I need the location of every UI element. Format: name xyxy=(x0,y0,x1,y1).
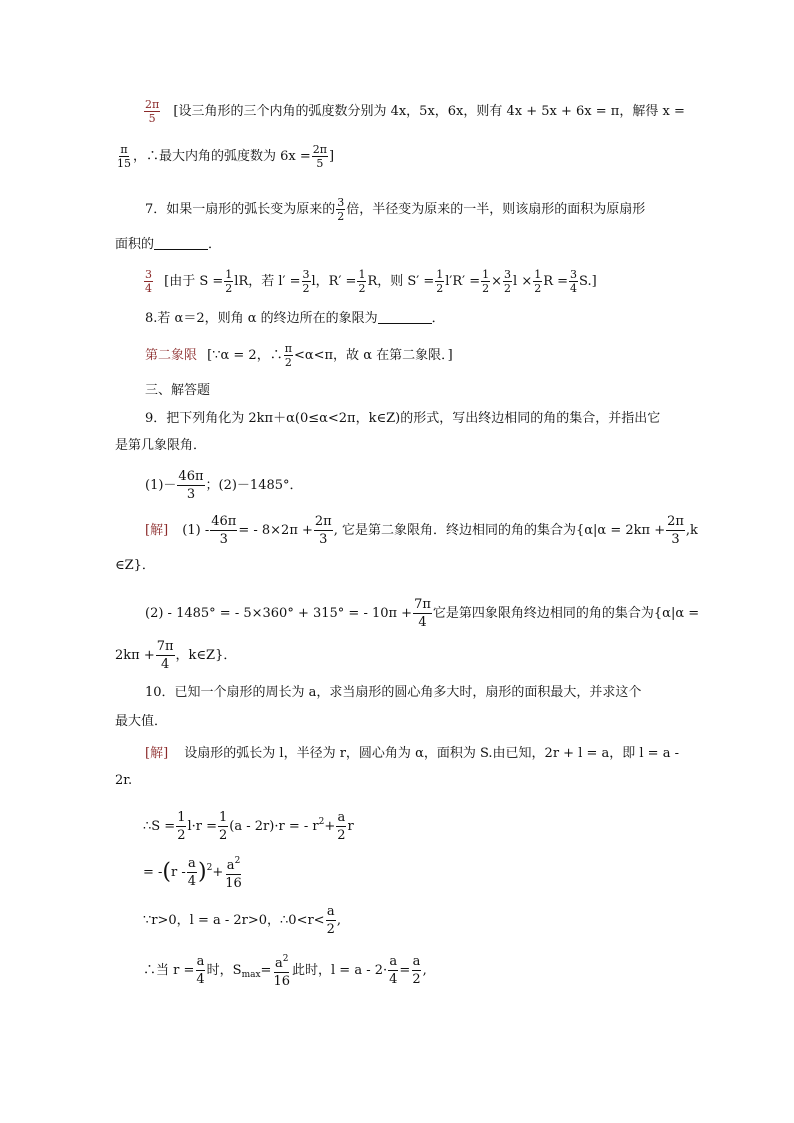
q10-s5e: = xyxy=(399,963,411,978)
q9-s1-fraction3: $\frac{2\pi}{3}$ xyxy=(667,514,684,547)
q7-three-quarters: $\frac{3}{4}$ xyxy=(570,268,578,295)
q6-max-angle-text: ，∴最大内角的弧度数为 6x = xyxy=(133,149,311,164)
q7-sol-5: l′R′ = xyxy=(445,274,481,289)
q7-text-a: 7．如果一扇形的弧长变为原来的 xyxy=(145,202,336,217)
q10-solution-line1 xyxy=(145,744,679,764)
q10-s3a: = - xyxy=(143,865,163,880)
q10-solution-area-line: ∴S = $\frac{1}{2}$ l·r = $\frac{1}{2}$ (a - 2r)·r = - $r^2+$ $\frac{a}{2}$ r xyxy=(143,810,354,843)
q8-question xyxy=(145,309,445,329)
q10-a-over-4: $\frac{a}{4}$ xyxy=(187,856,197,889)
q10-s3c: + xyxy=(212,865,224,880)
q9-s1-fraction2: $\frac{2\pi}{3}$ xyxy=(314,514,332,547)
q9-solution-label: [解] xyxy=(145,523,169,538)
q10-a-over-2: $\frac{a}{2}$ xyxy=(337,810,346,843)
q8-solution xyxy=(145,342,453,369)
q10-question-line1: 10．已知一个扇形的周长为 a，求当扇形的圆心角多大时，扇形的面积最大，并求这个 xyxy=(145,685,642,700)
q9-solution-line1 xyxy=(145,513,698,548)
q7-sol-2: lR，若 l′ = xyxy=(234,274,301,289)
q9-solution-line2 xyxy=(145,596,699,631)
q10-half-1: $\frac{1}{2}$ xyxy=(177,810,186,843)
q7-sol-3: l，R′ = xyxy=(311,274,357,289)
q10-r-value: $\frac{a}{4}$ xyxy=(196,954,205,987)
q10-a2-over-16: $\frac{a^2}{16}$ xyxy=(224,853,243,892)
q10-s5f: , xyxy=(422,963,427,978)
q9-part2-text: ；(2)－1485°． xyxy=(205,478,303,493)
q8-sol-1: [∵α = 2，∴ xyxy=(207,348,283,363)
q7-text-d: ． xyxy=(208,237,222,252)
q10-square-2: 2 xyxy=(206,863,213,873)
q7-sol-4: R，则 S′ = xyxy=(367,274,435,289)
q10-half-2: $\frac{1}{2}$ xyxy=(219,810,228,843)
q7-half-3: $\frac{1}{2}$ xyxy=(436,268,444,295)
q6-pi-over-15: $\frac{\pi}{15}$ xyxy=(117,143,131,170)
q9-s1d: ,k xyxy=(685,523,698,538)
q7-three-halves-2: $\frac{3}{2}$ xyxy=(302,268,310,295)
q9-s1b: = - 8×2π + xyxy=(238,523,313,538)
q9-question-line2: 是第几象限角． xyxy=(115,438,207,453)
q10-max-line xyxy=(143,951,427,990)
q9-s2-fraction2: $\frac{7\pi}{4}$ xyxy=(156,639,174,672)
q7-question-line1 xyxy=(145,196,645,223)
q9-s2b: 它是第四象限角终边相同的角的集合为{α|α = xyxy=(432,606,700,621)
q9-s2a: (2) - 1485° = - 5×360° + 315° = - 10π + xyxy=(145,606,413,621)
q10-s5c: = xyxy=(260,963,272,978)
section-heading: 三、解答题 xyxy=(145,383,211,398)
q7-text-b: 倍，半径变为原来的一半，则该扇形的面积为原扇形 xyxy=(346,202,646,217)
q6-solution-text: [设三角形的三个内角的弧度数分别为 4x，5x，6x，则有 4x + 5x + 6x = π，解得 x = xyxy=(173,104,685,119)
q10-a-over-4-b: $\frac{a}{4}$ xyxy=(389,954,398,987)
q6-end-bracket: ] xyxy=(329,149,335,164)
q10-smax-value: $\frac{a^2}{16}$ xyxy=(272,951,291,990)
q7-sol-1: [由于 S = xyxy=(164,274,224,289)
q9-s1e: ∈Z}． xyxy=(115,558,155,573)
q10-s4a: ∵r>0，l = a - 2r>0，∴0<r< xyxy=(143,913,325,928)
q10-s1b: 2r. xyxy=(115,773,133,788)
q7-question-line2 xyxy=(115,235,221,255)
q10-s2a: ∴S = xyxy=(143,819,176,834)
q6-solution-line1 xyxy=(143,98,685,125)
q6-answer-fraction: $\frac{2\pi}{5}$ xyxy=(145,98,160,125)
q8-answer-blank xyxy=(378,309,432,324)
q10-s3b: r - xyxy=(171,865,186,880)
q10-smax-sub: max xyxy=(241,970,261,980)
q10-s5b: 时，S xyxy=(206,963,242,978)
q9-s2-fraction: $\frac{7\pi}{4}$ xyxy=(414,597,431,630)
q8-text-a: 8.若 α＝2，则角 α 的终边所在的象限为 xyxy=(145,311,378,326)
q10-square: 2 xyxy=(318,817,325,827)
q7-half-1: $\frac{1}{2}$ xyxy=(225,268,233,295)
q10-a-over-2-c: $\frac{a}{2}$ xyxy=(412,954,421,987)
q10-s2d: + xyxy=(324,819,336,834)
q10-s4b: , xyxy=(336,913,341,928)
q10-s2b: l·r = xyxy=(187,819,218,834)
q7-text-c: 面积的 xyxy=(115,237,155,252)
q7-solution-line xyxy=(143,268,597,295)
q10-question-line2: 最大值． xyxy=(115,714,168,729)
q8-sol-2: <α<π，故 α 在第二象限．] xyxy=(293,348,453,363)
q10-solution-label: [解] xyxy=(145,746,169,761)
q10-s2c: (a - 2r)·r = - r xyxy=(229,819,319,834)
q6-result-fraction: $\frac{2\pi}{5}$ xyxy=(312,143,327,170)
q8-answer: 第二象限 xyxy=(145,348,198,363)
q7-half-4: $\frac{1}{2}$ xyxy=(482,268,490,295)
q9-s1-fraction1: $\frac{46\pi}{3}$ xyxy=(211,514,237,547)
q10-completed-square-line: = -(r - $\frac{a}{4}$ )$^2$+ $\frac{a^2}{16}$ xyxy=(143,853,244,892)
q8-text-b: ． xyxy=(431,311,445,326)
q9-s1a: (1) - xyxy=(182,523,210,538)
q7-sol-7: l × xyxy=(513,274,533,289)
q7-sol-9: S.] xyxy=(579,274,597,289)
q7-half-2: $\frac{1}{2}$ xyxy=(358,268,366,295)
q10-a-over-2-b: $\frac{a}{2}$ xyxy=(326,904,335,937)
q7-answer-fraction: $\frac{3}{4}$ xyxy=(145,268,152,295)
q7-sol-6: × xyxy=(491,274,503,289)
q7-half-5: $\frac{1}{2}$ xyxy=(534,268,542,295)
q8-pi-over-2: $\frac{\pi}{2}$ xyxy=(284,342,292,369)
q7-three-halves: $\frac{3}{2}$ xyxy=(337,196,345,223)
q7-answer-blank xyxy=(154,235,208,250)
q10-domain-line xyxy=(143,903,341,938)
q10-s1: 设扇形的弧长为 l，半径为 r，圆心角为 α，面积为 S.由已知，2r + l = a，即 l = a - xyxy=(184,746,679,761)
q9-parts xyxy=(145,468,303,503)
q9-part1-fraction: $\frac{46\pi}{3}$ xyxy=(178,469,204,502)
q9-solution-line3 xyxy=(115,638,236,673)
q9-question-line1: 9．把下列角化为 2kπ＋α(0≤α<2π，k∈Z)的形式，写出终边相同的角的集合，并指出它 xyxy=(145,411,661,426)
q7-three-halves-3: $\frac{3}{2}$ xyxy=(504,268,512,295)
q9-s2d: ，k∈Z}． xyxy=(175,648,237,663)
q6-solution-line2 xyxy=(115,143,334,170)
q9-s1c: , 它是第二象限角．终边相同的角的集合为{α|α = 2kπ + xyxy=(333,523,666,538)
q10-s5d: 此时，l = a - 2· xyxy=(292,963,388,978)
q9-s2c: 2kπ + xyxy=(115,648,155,663)
q9-part1-label: (1)－ xyxy=(145,478,177,493)
q10-s5a: ∴当 r = xyxy=(143,963,195,978)
q7-sol-8: R = xyxy=(543,274,569,289)
